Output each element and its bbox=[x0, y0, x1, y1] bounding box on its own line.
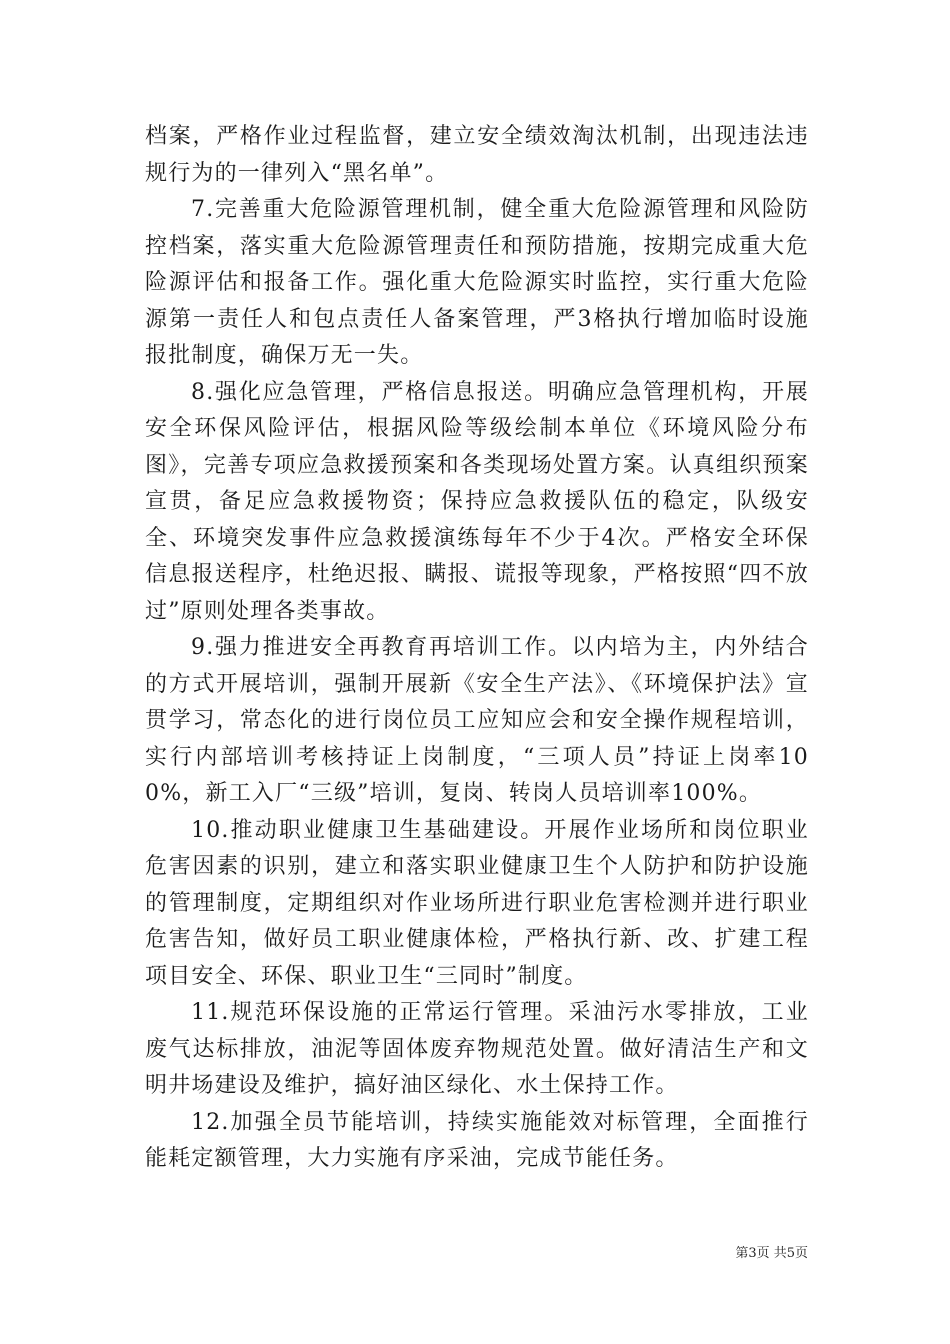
paragraph-item-9: 9.强力推进安全再教育再培训工作。以内培为主，内外结合的方式开展培训，强制开展新《安全生产法》、《环境保护法》宣贯学习，常态化的进行岗位员工应知应会和安全操作规程培训，实行内部培训考核持证上岗制度，“三项人员”持证上岗率100%，新工入厂“三级”培训，复岗、转岗人员培训率100%。 bbox=[145, 635, 809, 806]
page-number-footer: 第3页 共5页 bbox=[735, 1246, 808, 1261]
document-body bbox=[145, 119, 809, 1178]
paragraph-item-8: 8.强化应急管理，严格信息报送。明确应急管理机构，开展安全环保风险评估，根据风险等级绘制本单位《环境风险分布图》，完善专项应急救援预案和各类现场处置方案。认真组织预案宣贯，备足应急救援物资；保持应急救援队伍的稳定，队级安全、环境突发事件应急救援演练每年不少于4次。严格安全环保信息报送程序，杜绝迟报、瞒报、谎报等现象，严格按照“四不放过”原则处理各类事故。 bbox=[145, 379, 809, 624]
paragraph-item-7: 7.完善重大危险源管理机制，健全重大危险源管理和风险防控档案，落实重大危险源管理责任和预防措施，按期完成重大危险源评估和报备工作。强化重大危险源实时监控，实行重大危险源第一责任人和包点责任人备案管理，严3格执行增加临时设施报批制度，确保万无一失。 bbox=[145, 197, 809, 368]
paragraph-item-12: 12.加强全员节能培训，持续实施能效对标管理，全面推行能耗定额管理，大力实施有序采油，完成节能任务。 bbox=[145, 1109, 809, 1171]
paragraph-continuation: 档案，严格作业过程监督，建立安全绩效淘汰机制，出现违法违规行为的一律列入“黑名单”。 bbox=[145, 124, 809, 186]
paragraph-item-10: 10.推动职业健康卫生基础建设。开展作业场所和岗位职业危害因素的识别，建立和落实职业健康卫生个人防护和防护设施的管理制度，定期组织对作业场所进行职业危害检测并进行职业危害告知，做好员工职业健康体检，严格执行新、改、扩建工程项目安全、环保、职业卫生“三同时”制度。 bbox=[145, 817, 809, 989]
paragraph-item-11: 11.规范环保设施的正常运行管理。采油污水零排放，工业废气达标排放，油泥等固体废弃物规范处置。做好清洁生产和文明井场建设及维护，搞好油区绿化、水土保持工作。 bbox=[145, 1000, 809, 1098]
